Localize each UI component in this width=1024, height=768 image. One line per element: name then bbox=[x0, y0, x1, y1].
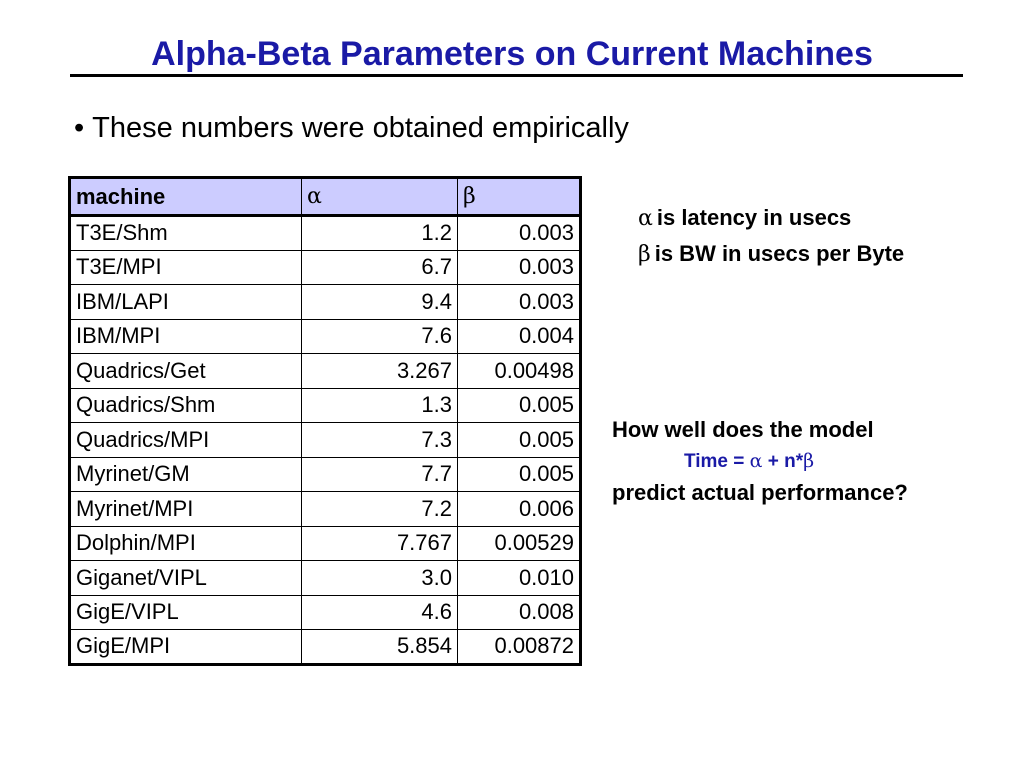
bullet-text: These numbers were obtained empirically bbox=[92, 112, 629, 144]
table-row bbox=[70, 492, 581, 527]
table-row bbox=[70, 561, 581, 596]
cell-machine: GigE/MPI bbox=[70, 630, 302, 665]
beta-description: is BW in usecs per Byte bbox=[654, 241, 905, 266]
cell-alpha: 9.4 bbox=[302, 285, 458, 320]
cell-beta: 0.00498 bbox=[458, 354, 581, 389]
cell-alpha: 6.7 bbox=[302, 250, 458, 285]
alpha-beta-table bbox=[68, 176, 582, 666]
table-row bbox=[70, 630, 581, 665]
cell-machine: Myrinet/GM bbox=[70, 457, 302, 492]
cell-alpha: 1.2 bbox=[302, 216, 458, 251]
table-row bbox=[70, 216, 581, 251]
cell-machine: IBM/LAPI bbox=[70, 285, 302, 320]
cell-alpha: 4.6 bbox=[302, 595, 458, 630]
table-row bbox=[70, 423, 581, 458]
cell-beta: 0.005 bbox=[458, 457, 581, 492]
slide-title: Alpha-Beta Parameters on Current Machines bbox=[151, 35, 873, 73]
title-underline bbox=[70, 74, 963, 77]
cell-machine: IBM/MPI bbox=[70, 319, 302, 354]
cell-beta: 0.008 bbox=[458, 595, 581, 630]
formula-prefix: Time = bbox=[684, 451, 750, 472]
legend bbox=[638, 200, 904, 272]
cell-machine: GigE/VIPL bbox=[70, 595, 302, 630]
table-header-row bbox=[70, 178, 581, 216]
alpha-symbol: α bbox=[638, 206, 653, 231]
time-formula bbox=[612, 446, 908, 477]
table-row bbox=[70, 595, 581, 630]
table-row bbox=[70, 354, 581, 389]
header-machine: machine bbox=[70, 178, 302, 216]
cell-beta: 0.003 bbox=[458, 250, 581, 285]
cell-alpha: 7.2 bbox=[302, 492, 458, 527]
cell-beta: 0.010 bbox=[458, 561, 581, 596]
cell-alpha: 7.6 bbox=[302, 319, 458, 354]
cell-machine: Quadrics/MPI bbox=[70, 423, 302, 458]
alpha-description: is latency in usecs bbox=[656, 205, 852, 230]
cell-alpha: 7.3 bbox=[302, 423, 458, 458]
cell-beta: 0.005 bbox=[458, 388, 581, 423]
cell-alpha: 1.3 bbox=[302, 388, 458, 423]
question-line-1: How well does the model bbox=[612, 417, 874, 442]
bullet-marker: • bbox=[74, 112, 85, 144]
cell-alpha: 7.7 bbox=[302, 457, 458, 492]
formula-beta: β bbox=[803, 450, 815, 472]
model-question bbox=[612, 414, 908, 509]
formula-alpha: α bbox=[749, 450, 763, 472]
table-row bbox=[70, 319, 581, 354]
cell-beta: 0.006 bbox=[458, 492, 581, 527]
cell-alpha: 3.0 bbox=[302, 561, 458, 596]
legend-alpha bbox=[638, 200, 904, 236]
table-row bbox=[70, 457, 581, 492]
header-alpha: α bbox=[302, 178, 458, 216]
table-row bbox=[70, 250, 581, 285]
formula-mid: + n* bbox=[762, 451, 804, 472]
bullet-item bbox=[74, 110, 629, 146]
header-beta: β bbox=[458, 178, 581, 216]
cell-machine: Quadrics/Get bbox=[70, 354, 302, 389]
cell-beta: 0.003 bbox=[458, 216, 581, 251]
table-row bbox=[70, 285, 581, 320]
table-body bbox=[70, 216, 581, 665]
cell-beta: 0.004 bbox=[458, 319, 581, 354]
legend-beta bbox=[638, 236, 904, 272]
cell-beta: 0.005 bbox=[458, 423, 581, 458]
cell-alpha: 3.267 bbox=[302, 354, 458, 389]
cell-machine: Myrinet/MPI bbox=[70, 492, 302, 527]
beta-symbol: β bbox=[638, 242, 651, 267]
cell-machine: T3E/Shm bbox=[70, 216, 302, 251]
cell-beta: 0.00529 bbox=[458, 526, 581, 561]
cell-machine: Giganet/VIPL bbox=[70, 561, 302, 596]
question-line-3: predict actual performance? bbox=[612, 480, 908, 505]
table-row bbox=[70, 388, 581, 423]
cell-machine: Quadrics/Shm bbox=[70, 388, 302, 423]
cell-machine: Dolphin/MPI bbox=[70, 526, 302, 561]
cell-beta: 0.003 bbox=[458, 285, 581, 320]
table-row bbox=[70, 526, 581, 561]
cell-alpha: 5.854 bbox=[302, 630, 458, 665]
cell-beta: 0.00872 bbox=[458, 630, 581, 665]
cell-machine: T3E/MPI bbox=[70, 250, 302, 285]
cell-alpha: 7.767 bbox=[302, 526, 458, 561]
